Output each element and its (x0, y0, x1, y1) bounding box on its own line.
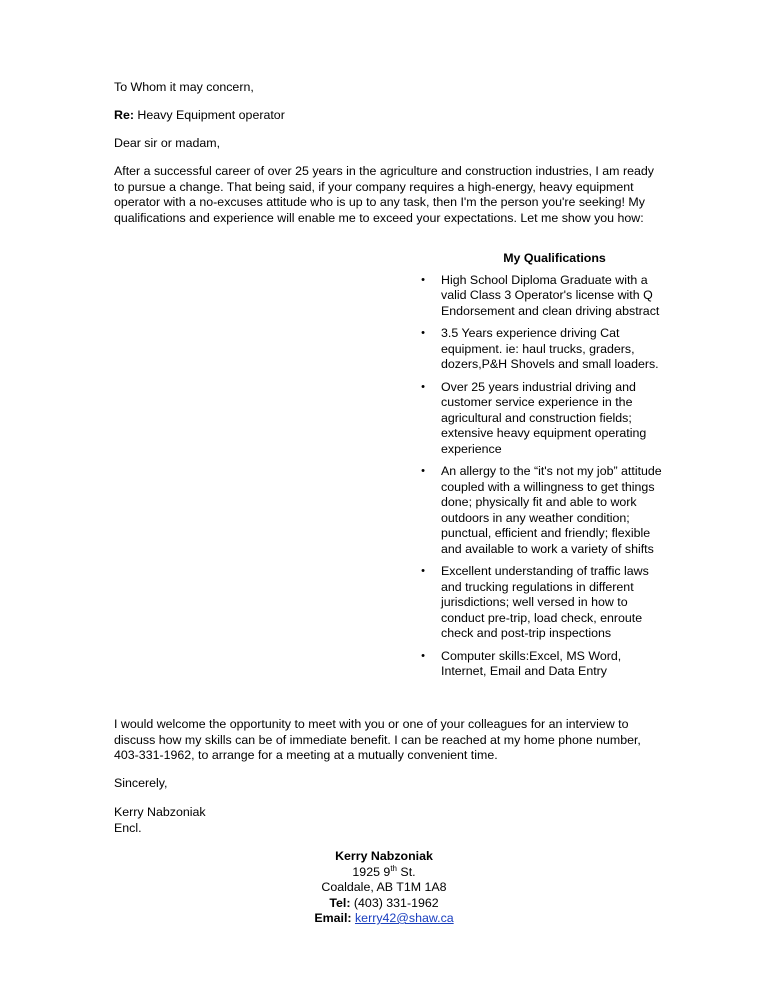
subject-line (114, 108, 659, 124)
qualification-text: Excellent understanding of traffic laws and trucking regulations in different jurisdictions; well versed in how to conduct pre-trip, load check, enroute check and post-trip inspections (441, 564, 649, 640)
enclosure-note: Encl. (114, 820, 142, 835)
bullet-icon: • (421, 327, 425, 339)
qualification-text: An allergy to the “it's not my job” attitude coupled with a willingness to get things done; physically fit and able to work outdoors in any weather condition; punctual, efficient and friendly; flexible and available to work a variety of shifts (441, 464, 662, 556)
contact-block (300, 849, 468, 927)
contact-tel (300, 896, 468, 912)
greeting: Dear sir or madam, (114, 136, 221, 150)
qualification-item (418, 649, 663, 680)
signoff: Sincerely, (114, 776, 168, 790)
qualification-item (418, 464, 663, 557)
subject-text: Heavy Equipment operator (137, 108, 285, 122)
qualification-text: High School Diploma Graduate with a valid Class 3 Operator's license with Q Endorsement and clean driving abstract (441, 272, 660, 318)
bullet-icon: • (421, 565, 425, 577)
contact-email (300, 911, 468, 927)
qualification-item (418, 564, 663, 642)
closing-paragraph: I would welcome the opportunity to meet with you or one of your colleagues for an interview to discuss how my skills can be of immediate benefit. I can be reached at my home phone number, 403-331-1962, to arrange for a meeting at a mutually convenient time. (114, 717, 641, 762)
contact-address (300, 865, 468, 881)
qualification-item (418, 326, 663, 373)
intro-paragraph: After a successful career of over 25 years in the agriculture and construction industries, I am ready to pursue a change. That being said, if your company requires a high-energy, heavy equipment operator with a no-excuses attitude who is up to any task, then I'm the person you're seeking! My qualifications and experience will enable me to exceed your expectations. Let me show you how: (114, 164, 654, 225)
tel-value: (403) 331-1962 (353, 895, 439, 910)
subject-label: Re: (114, 108, 134, 122)
contact-name: Kerry Nabzoniak (335, 849, 433, 863)
email-link[interactable]: kerry42@shaw.ca (354, 911, 454, 925)
bullet-icon: • (421, 273, 425, 286)
qualification-text: Over 25 years industrial driving and customer service experience in the agricultural and construction fields; extensive heavy equipment operating experience (441, 379, 647, 456)
qualification-text: Computer skills:Excel, MS Word, Internet, Email and Data Entry (441, 648, 622, 678)
qualification-item (418, 273, 663, 320)
qualifications-section (418, 251, 663, 687)
bullet-icon: • (421, 380, 425, 393)
email-label: Email: (314, 911, 352, 925)
tel-label: Tel: (329, 895, 351, 910)
address-suffix: th (390, 863, 397, 873)
signature-block (114, 805, 659, 836)
qualification-item (418, 380, 663, 458)
address-number: 1925 9 (352, 864, 391, 879)
bullet-icon: • (421, 465, 425, 477)
address-street: St. (396, 864, 416, 879)
signature-name: Kerry Nabzoniak (114, 805, 206, 819)
salutation-top: To Whom it may concern, (114, 80, 254, 94)
qualification-text: 3.5 Years experience driving Cat equipment. ie: haul trucks, graders, dozers,P&H Shovels and small loaders. (441, 326, 659, 371)
bullet-icon: • (421, 649, 425, 662)
qualifications-list (418, 273, 663, 680)
qualifications-title: My Qualifications (503, 251, 606, 265)
contact-city: Coaldale, AB T1M 1A8 (321, 880, 447, 894)
